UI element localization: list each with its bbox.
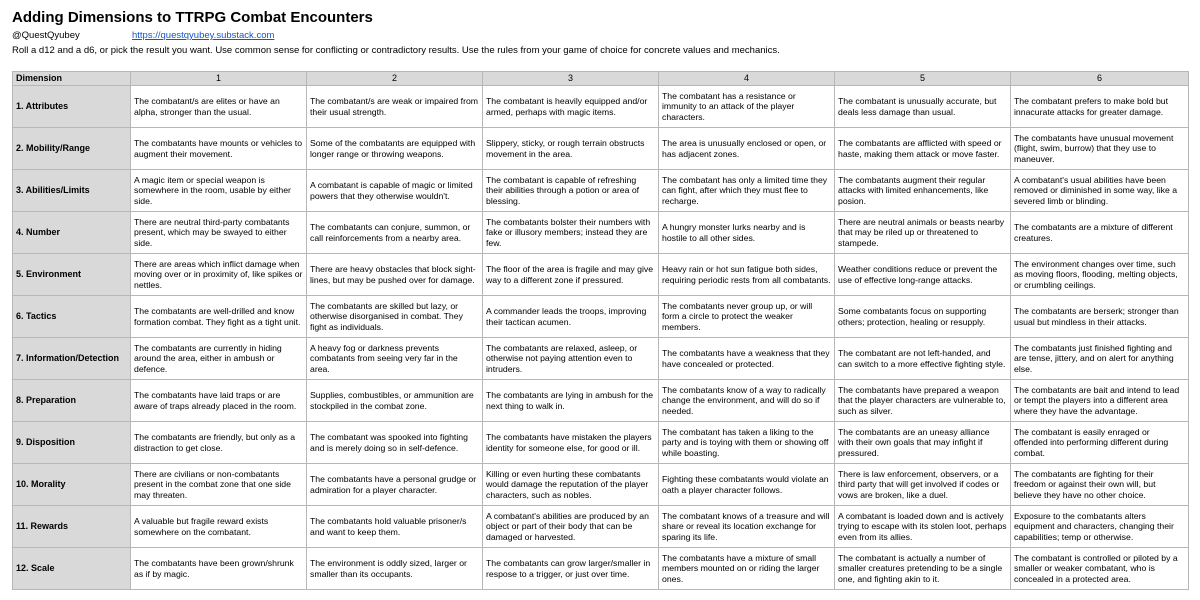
table-cell: The combatants have unusual movement (flight, swim, burrow) that they use to maneuver. bbox=[1011, 128, 1189, 170]
table-cell: A commander leads the troops, improving their tactican acumen. bbox=[483, 296, 659, 338]
table-cell: A combatant is loaded down and is actively trying to escape with its stolen loot, perhaps even from its allies. bbox=[835, 506, 1011, 548]
table-cell: The area is unusually enclosed or open, or has adjacent zones. bbox=[659, 128, 835, 170]
page-title: Adding Dimensions to TTRPG Combat Encounters bbox=[12, 9, 373, 26]
table-cell: Exposure to the combatants alters equipment and characters, changing their capabilities; temp or otherwise. bbox=[1011, 506, 1189, 548]
table-cell: The combatants are skilled but lazy, or otherwise disorganised in combat. They fight as individuals. bbox=[307, 296, 483, 338]
dimension-column-header: Dimension bbox=[13, 72, 131, 86]
byline bbox=[12, 30, 1188, 42]
table-cell: There are areas which inflict damage when moving over or in proximity of, like spikes or nettles. bbox=[131, 254, 307, 296]
table-cell: A combatant's abilities are produced by an object or part of their body that can be damaged or harvested. bbox=[483, 506, 659, 548]
table-cell: The combatant prefers to make bold but innacurate attacks for greater damage. bbox=[1011, 86, 1189, 128]
table-cell: The combatant is actually a number of smaller creatures pretending to be a single one, and fighting akin to it. bbox=[835, 548, 1011, 590]
table-cell: The combatants have mistaken the players identity for someone else, for good or ill. bbox=[483, 422, 659, 464]
table-row bbox=[13, 128, 1189, 170]
table-cell: There is law enforcement, observers, or a third party that will get involved if codes or vows are broken, like a duel. bbox=[835, 464, 1011, 506]
table-cell: Heavy rain or hot sun fatigue both sides, requiring periodic rests from all combatants. bbox=[659, 254, 835, 296]
table-cell: The combatant/s are weak or impaired from their usual strength. bbox=[307, 86, 483, 128]
table-cell: The combatant are not left-handed, and can switch to a more effective fighting style. bbox=[835, 338, 1011, 380]
row-label: 6. Tactics bbox=[13, 296, 131, 338]
table-cell: The combatants have laid traps or are aware of traps already placed in the room. bbox=[131, 380, 307, 422]
table-header bbox=[13, 72, 1189, 86]
table-cell: The combatants are bait and intend to lead or tempt the players into a different area where they have the advantage. bbox=[1011, 380, 1189, 422]
table-cell: The combatants are afflicted with speed or haste, making them attack or move faster. bbox=[835, 128, 1011, 170]
table-cell: The combatant knows of a treasure and will share or reveal its location exchange for sparing its life. bbox=[659, 506, 835, 548]
table-row bbox=[13, 170, 1189, 212]
table-cell: The combatant has a resistance or immunity to an attack of the player characters. bbox=[659, 86, 835, 128]
table-row bbox=[13, 296, 1189, 338]
table-cell: There are civilians or non-combatants present in the combat zone that one side may threaten. bbox=[131, 464, 307, 506]
substack-link[interactable]: https://questqyubey.substack.com bbox=[132, 30, 275, 41]
table-cell: The environment is oddly sized, larger or smaller than its occupants. bbox=[307, 548, 483, 590]
table-cell: The combatants have been grown/shrunk as if by magic. bbox=[131, 548, 307, 590]
table-cell: There are neutral third-party combatants present, which may be swayed to either side. bbox=[131, 212, 307, 254]
author-handle: @QuestQyubey bbox=[12, 30, 80, 41]
row-label: 1. Attributes bbox=[13, 86, 131, 128]
column-header-1: 1 bbox=[131, 72, 307, 86]
table-cell: The combatants have a personal grudge or admiration for a player character. bbox=[307, 464, 483, 506]
table-cell: The combatant is unusually accurate, but deals less damage than usual. bbox=[835, 86, 1011, 128]
table-row bbox=[13, 464, 1189, 506]
table-cell: The combatant is easily enraged or offended into performing different during combat. bbox=[1011, 422, 1189, 464]
row-label: 12. Scale bbox=[13, 548, 131, 590]
table-row bbox=[13, 548, 1189, 590]
intro-text: Roll a d12 and a d6, or pick the result you want. Use common sense for conflicting or contradictory results. Use the rules from your game of choice for concrete values and mechanics. bbox=[12, 45, 780, 56]
table-cell: Supplies, combustibles, or ammunition are stockpiled in the combat zone. bbox=[307, 380, 483, 422]
column-header-5: 5 bbox=[835, 72, 1011, 86]
row-label: 3. Abilities/Limits bbox=[13, 170, 131, 212]
column-header-3: 3 bbox=[483, 72, 659, 86]
table-cell: The combatants are lying in ambush for the next thing to walk in. bbox=[483, 380, 659, 422]
table-cell: Some combatants focus on supporting others; protection, healing or resupply. bbox=[835, 296, 1011, 338]
table-cell: The combatant has only a limited time they can fight, after which they must flee to recharge. bbox=[659, 170, 835, 212]
table-row bbox=[13, 86, 1189, 128]
table-cell: The combatants are an uneasy alliance with their own goals that may infight if pressured. bbox=[835, 422, 1011, 464]
column-header-4: 4 bbox=[659, 72, 835, 86]
table-cell: The floor of the area is fragile and may give way to a different zone if pressured. bbox=[483, 254, 659, 296]
table-cell: The combatants can conjure, summon, or call reinforcements from a nearby area. bbox=[307, 212, 483, 254]
table-cell: The environment changes over time, such as moving floors, flooding, melting objects, or crumbling ceilings. bbox=[1011, 254, 1189, 296]
table-cell: The combatants hold valuable prisoner/s and want to keep them. bbox=[307, 506, 483, 548]
dimensions-table bbox=[12, 71, 1189, 590]
table-cell: A valuable but fragile reward exists somewhere on the combatant. bbox=[131, 506, 307, 548]
row-label: 8. Preparation bbox=[13, 380, 131, 422]
table-cell: Killing or even hurting these combatants would damage the reputation of the player characters, such as nobles. bbox=[483, 464, 659, 506]
table-cell: The combatants never group up, or will form a circle to protect the weaker members. bbox=[659, 296, 835, 338]
table-cell: The combatants augment their regular attacks with limited enhancements, like posion. bbox=[835, 170, 1011, 212]
table-cell: The combatants are friendly, but only as a distraction to get close. bbox=[131, 422, 307, 464]
table-cell: The combatant is capable of refreshing their abilities through a potion or area of blessing. bbox=[483, 170, 659, 212]
table-cell: A heavy fog or darkness prevents combatants from seeing very far in the area. bbox=[307, 338, 483, 380]
table-cell: The combatant was spooked into fighting and is merely doing so in self-defence. bbox=[307, 422, 483, 464]
table-cell: The combatants know of a way to radically change the environment, and will do so if needed. bbox=[659, 380, 835, 422]
header-row bbox=[13, 72, 1189, 86]
table-cell: A magic item or special weapon is somewhere in the room, usable by either side. bbox=[131, 170, 307, 212]
table-row bbox=[13, 338, 1189, 380]
table-cell: There are neutral animals or beasts nearby that may be riled up or threatened to stampede. bbox=[835, 212, 1011, 254]
table-cell: Fighting these combatants would violate an oath a player character follows. bbox=[659, 464, 835, 506]
table-cell: The combatants can grow larger/smaller in respose to a trigger, or just over time. bbox=[483, 548, 659, 590]
table-cell: The combatant is heavily equipped and/or armed, perhaps with magic items. bbox=[483, 86, 659, 128]
table-cell: Some of the combatants are equipped with longer range or throwing weapons. bbox=[307, 128, 483, 170]
table-cell: A combatant's usual abilities have been removed or diminished in some way, like a severed limb or blinding. bbox=[1011, 170, 1189, 212]
table-cell: There are heavy obstacles that block sight-lines, but may be pushed over for damage. bbox=[307, 254, 483, 296]
row-label: 4. Number bbox=[13, 212, 131, 254]
table-cell: The combatant is controlled or piloted by a smaller or weaker combatant, who is concealed in a protected area. bbox=[1011, 548, 1189, 590]
row-label: 9. Disposition bbox=[13, 422, 131, 464]
table-row bbox=[13, 212, 1189, 254]
table-cell: The combatants are a mixture of different creatures. bbox=[1011, 212, 1189, 254]
table-cell: The combatants are currently in hiding around the area, either in ambush or defence. bbox=[131, 338, 307, 380]
row-label: 10. Morality bbox=[13, 464, 131, 506]
table-cell: The combatants have a mixture of small members mounted on or riding the larger ones. bbox=[659, 548, 835, 590]
table-cell: The combatants have a weakness that they have concealed or protected. bbox=[659, 338, 835, 380]
table-cell: The combatants have prepared a weapon that the player characters are vulnerable to, such as silver. bbox=[835, 380, 1011, 422]
table-row bbox=[13, 254, 1189, 296]
table-cell: Weather conditions reduce or prevent the use of effective long-range attacks. bbox=[835, 254, 1011, 296]
table-row bbox=[13, 380, 1189, 422]
table-body bbox=[13, 86, 1189, 590]
table-cell: The combatants bolster their numbers with fake or illusory members; instead they are few. bbox=[483, 212, 659, 254]
table-cell: The combatants just finished fighting and are tense, jittery, and on alert for anything else. bbox=[1011, 338, 1189, 380]
table-cell: The combatants are fighting for their freedom or against their own will, but believe they have no other choice. bbox=[1011, 464, 1189, 506]
table-cell: A combatant is capable of magic or limited powers that they otherwise wouldn't. bbox=[307, 170, 483, 212]
row-label: 7. Information/Detection bbox=[13, 338, 131, 380]
table-cell: The combatants are relaxed, asleep, or otherwise not paying attention even to intruders. bbox=[483, 338, 659, 380]
row-label: 11. Rewards bbox=[13, 506, 131, 548]
column-header-2: 2 bbox=[307, 72, 483, 86]
table-cell: A hungry monster lurks nearby and is hostile to all other sides. bbox=[659, 212, 835, 254]
table-cell: The combatants are berserk; stronger than usual but mindless in their attacks. bbox=[1011, 296, 1189, 338]
column-header-6: 6 bbox=[1011, 72, 1189, 86]
table-cell: The combatants have mounts or vehicles to augment their movement. bbox=[131, 128, 307, 170]
table-row bbox=[13, 506, 1189, 548]
table-cell: The combatant/s are elites or have an alpha, stronger than the usual. bbox=[131, 86, 307, 128]
row-label: 5. Environment bbox=[13, 254, 131, 296]
table-cell: The combatant has taken a liking to the party and is toying with them or showing off while boasting. bbox=[659, 422, 835, 464]
table-cell: The combatants are well-drilled and know formation combat. They fight as a tight unit. bbox=[131, 296, 307, 338]
row-label: 2. Mobility/Range bbox=[13, 128, 131, 170]
table-cell: Slippery, sticky, or rough terrain obstructs movement in the area. bbox=[483, 128, 659, 170]
table-row bbox=[13, 422, 1189, 464]
